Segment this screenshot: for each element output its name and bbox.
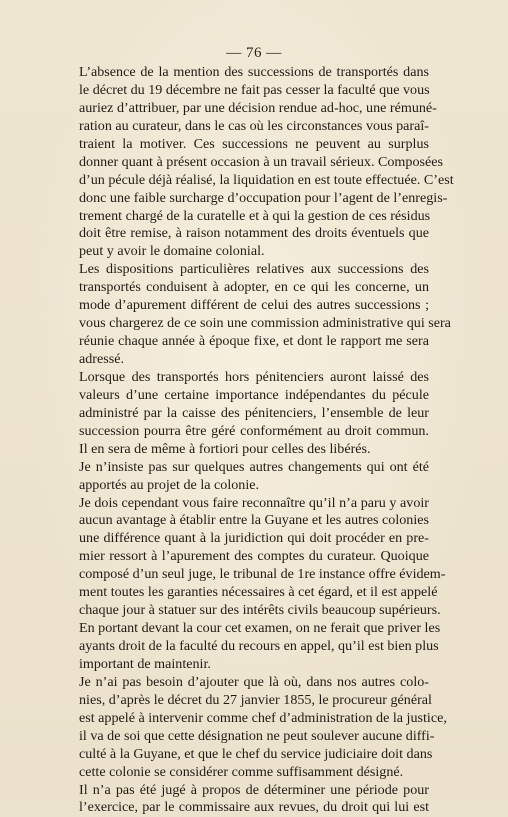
text-line: important de maintenir. (79, 655, 211, 672)
text-line: Je n’ai pas besoin d’ajouter que là où, dans nos autres colo- (79, 673, 429, 690)
text-line: donc une faible surcharge d’occupation pour l’agent de l’enregis- (79, 189, 448, 206)
text-line: ration au curateur, dans le cas où les circonstances vous paraî- (79, 117, 429, 134)
text-line: Les dispositions particulières relatives aux successions des (79, 261, 429, 278)
text-line: peut y avoir le domaine colonial. (79, 243, 265, 260)
text-line: Je n’insiste pas sur quelques autres changements qui ont été (79, 458, 429, 475)
text-line: culté à la Guyane, et que le chef du service judiciaire doit dans (79, 745, 433, 762)
text-line: Il n’a pas été jugé à propos de déterminer une période pour (79, 781, 429, 798)
text-line: Il en sera de même à fortiori pour celles des libérés. (79, 440, 371, 457)
text-line: chaque jour à statuer sur des intérêts civils beaucoup supérieurs. (79, 602, 441, 619)
text-line: donner quant à présent occasion à un travail sérieux. Composées (79, 153, 443, 170)
text-line: nies, d’après le décret du 27 janvier 1855, le procureur général (79, 691, 432, 708)
text-line: valeurs d’une certaine importance indépendantes du pécule (79, 386, 429, 403)
text-line: traient la motiver. Ces successions ne peuvent au surplus (79, 135, 429, 152)
text-line: une différence quant à la juridiction qui doit procéder en pre- (79, 530, 429, 547)
text-line: mier ressort à l’apurement des comptes du curateur. Quoique (79, 548, 429, 565)
text-line: il va de soi que cette désignation ne peut soulever aucune diffi- (79, 727, 435, 744)
text-line: composé d’un seul juge, le tribunal de 1re instance offre évidem- (79, 566, 446, 583)
text-line: trement chargé de la curatelle et à qui la gestion de ces résidus (79, 207, 431, 224)
text-line: vous chargerez de ce soin une commission administrative qui sera (79, 315, 451, 332)
text-line: Lorsque des transportés hors pénitenciers auront laissé des (79, 368, 429, 385)
text-line: est appelé à intervenir comme chef d’administration de la justice, (79, 709, 447, 726)
text-line: mode d’apurement différent de celui des autres successions ; (79, 297, 429, 314)
body-text (79, 64, 454, 817)
text-line: En portant devant la cour cet examen, on ne ferait que priver les (79, 620, 441, 637)
page-number: — 76 — (226, 45, 282, 61)
text-line: apportés au projet de la colonie. (79, 476, 260, 493)
text-line: cette colonie se considérer comme suffisamment désigné. (79, 763, 404, 780)
text-line: d’un pécule déjà réalisé, la liquidation en est toute effectuée. C’est (79, 171, 454, 188)
text-line: ayants droit de la faculté du recours en appel, qu’il est bien plus (79, 638, 439, 654)
text-line: succession pourra être géré conformément au droit commun. (79, 422, 429, 439)
text-line: Je dois cependant vous faire reconnaître qu’il n’a paru y avoir (79, 494, 429, 511)
text-line: réunie chaque année à époque fixe, et dont le rapport me sera (79, 333, 429, 350)
text-line: aucun avantage à établir entre la Guyane et les autres colonies (79, 512, 429, 529)
text-line: l’exercice, par le commissaire aux revues, du droit qui lui est (79, 799, 429, 816)
text-line: auriez d’attribuer, par une décision rendue ad-hoc, une rémuné- (79, 99, 437, 116)
text-line: transportés conduisent à adopter, en ce qui les concerne, un (79, 279, 429, 296)
text-line: le décret du 19 décembre ne fait pas cesser la faculté que vous (79, 81, 430, 98)
text-line: administré par la caisse des pénitenciers, l’ensemble de leur (79, 404, 429, 421)
text-line: ment toutes les garanties nécessaires à cet égard, et il est appelé (79, 584, 438, 601)
text-line: doit être remise, à raison notamment des droits éventuels que (79, 225, 429, 242)
text-line: L’absence de la mention des successions de transportés dans (79, 64, 429, 80)
text-line: adressé. (79, 351, 124, 367)
